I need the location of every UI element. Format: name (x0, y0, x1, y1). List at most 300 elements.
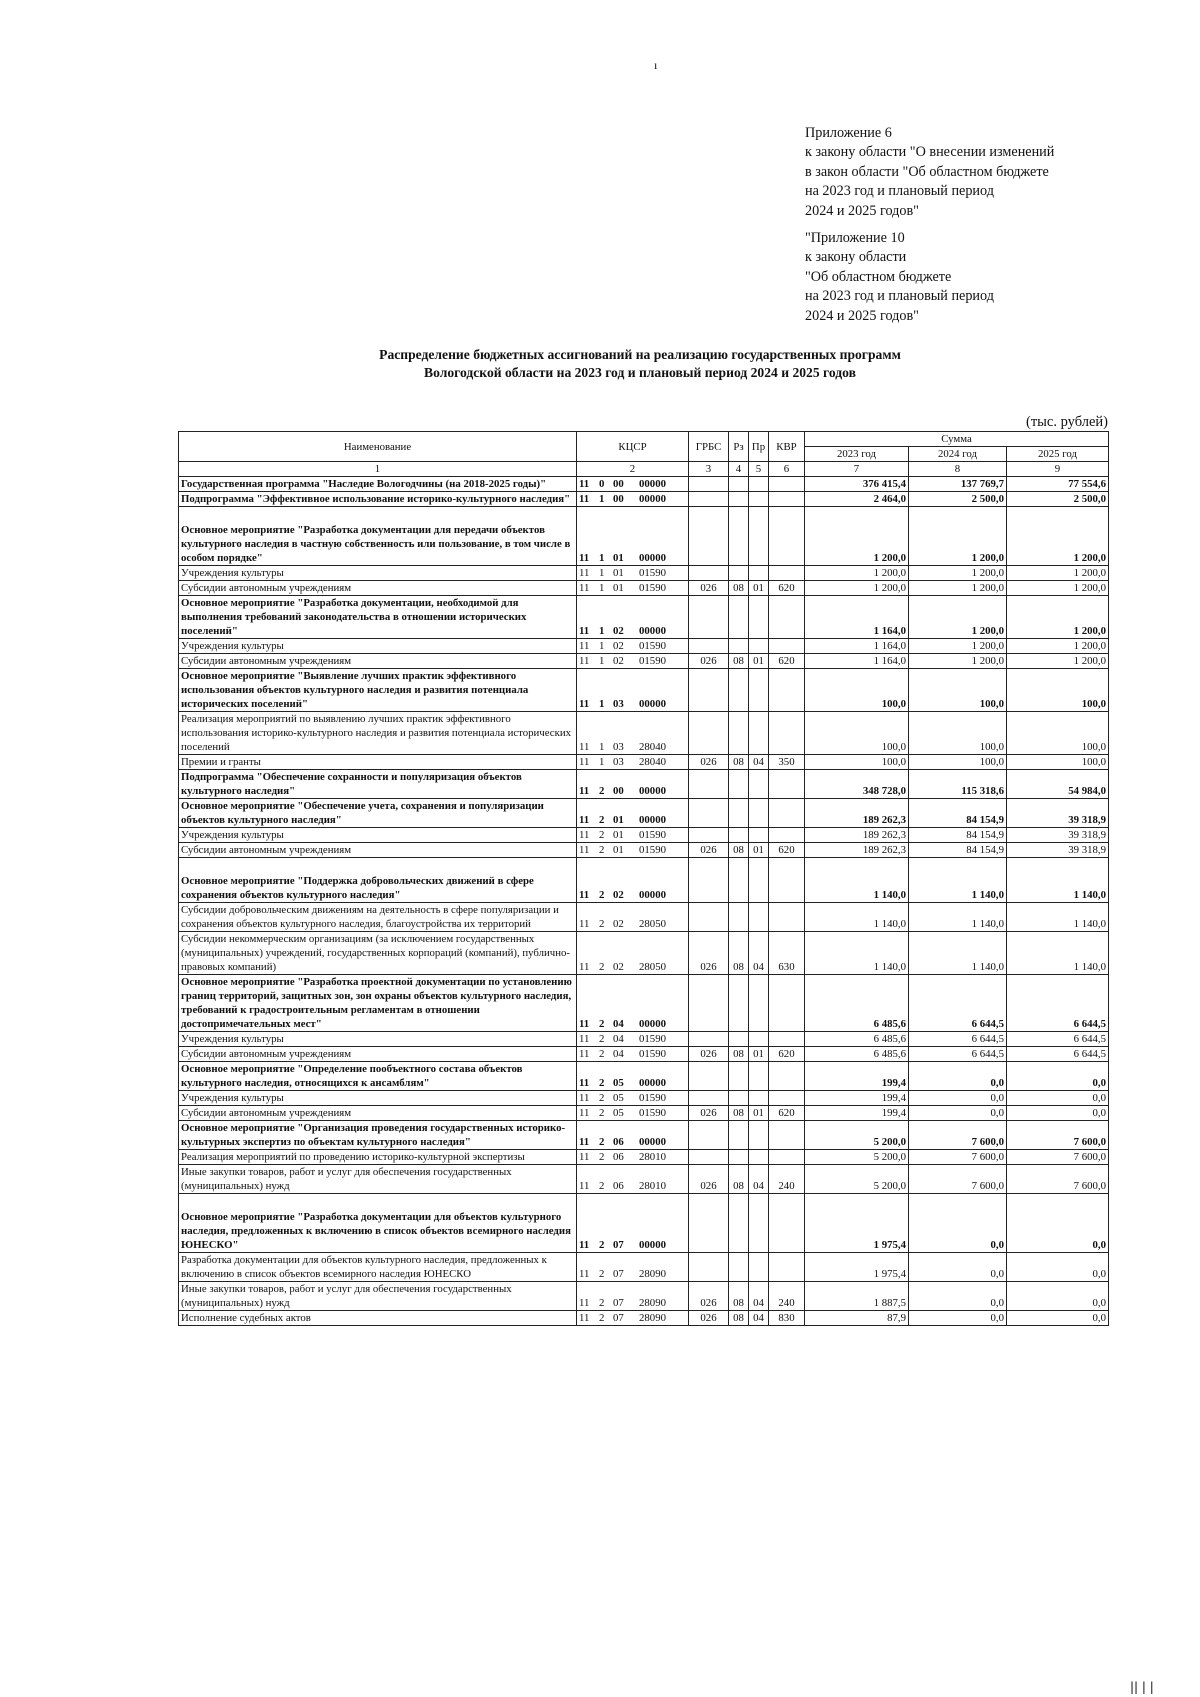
row-kvr: 240 (769, 1282, 805, 1311)
row-sum-2023: 189 262,3 (805, 843, 909, 858)
row-name: Учреждения культуры (179, 639, 577, 654)
kcsr-part: 11 (579, 1151, 590, 1163)
row-rz (729, 712, 749, 755)
row-rz: 08 (729, 932, 749, 975)
row-grbs (689, 1253, 729, 1282)
row-grbs: 026 (689, 1106, 729, 1121)
row-pr (749, 975, 769, 1032)
kcsr-part: 00000 (639, 478, 666, 490)
kcsr-part: 03 (613, 756, 624, 768)
row-kvr: 620 (769, 1047, 805, 1062)
table-row (179, 1047, 1109, 1062)
row-kvr (769, 492, 805, 507)
header-rz: Рз (729, 432, 749, 462)
row-kcsr (577, 799, 689, 828)
kcsr-part: 2 (599, 1180, 605, 1192)
colnum: 4 (729, 462, 749, 477)
row-kvr: 620 (769, 581, 805, 596)
table-row-program (179, 507, 1109, 566)
row-sum-2025: 0,0 (1007, 1106, 1109, 1121)
row-rz: 08 (729, 1282, 749, 1311)
header-kcsr: КЦСР (577, 432, 689, 462)
row-name: Основное мероприятие "Выявление лучших практик эффективного использования объектов культурного наследия и развития потенциала исторических поселений" (179, 669, 577, 712)
row-sum-2023: 100,0 (805, 712, 909, 755)
colnum: 2 (577, 462, 689, 477)
row-sum-2025: 0,0 (1007, 1253, 1109, 1282)
row-kcsr (577, 755, 689, 770)
row-sum-2024: 137 769,7 (909, 477, 1007, 492)
row-name: Учреждения культуры (179, 828, 577, 843)
kcsr-part: 05 (613, 1092, 624, 1104)
kcsr-part: 2 (599, 1033, 605, 1045)
kcsr-part: 01590 (639, 567, 666, 579)
row-grbs (689, 828, 729, 843)
row-sum-2023: 1 200,0 (805, 566, 909, 581)
row-pr: 04 (749, 1165, 769, 1194)
kcsr-part: 07 (613, 1268, 624, 1280)
row-kcsr (577, 654, 689, 669)
row-sum-2025: 39 318,9 (1007, 843, 1109, 858)
kcsr-part: 2 (599, 829, 605, 841)
row-name: Иные закупки товаров, работ и услуг для обеспечения государственных (муниципальных) нужд (179, 1165, 577, 1194)
row-kvr (769, 477, 805, 492)
kcsr-part: 28040 (639, 741, 666, 753)
kcsr-part: 01 (613, 582, 624, 594)
kcsr-part: 1 (599, 698, 605, 710)
row-sum-2024: 7 600,0 (909, 1165, 1007, 1194)
row-sum-2024: 1 140,0 (909, 903, 1007, 932)
kcsr-part: 01 (613, 829, 624, 841)
row-sum-2023: 199,4 (805, 1106, 909, 1121)
kcsr-part: 11 (579, 961, 590, 973)
kcsr-part: 2 (599, 1092, 605, 1104)
kcsr-part: 11 (579, 814, 590, 826)
row-kvr (769, 858, 805, 903)
kcsr-part: 11 (579, 655, 590, 667)
row-pr (749, 712, 769, 755)
kcsr-part: 07 (613, 1312, 624, 1324)
kcsr-part: 05 (613, 1107, 624, 1119)
colnum: 8 (909, 462, 1007, 477)
kcsr-part: 01 (613, 567, 624, 579)
row-kcsr (577, 1150, 689, 1165)
row-rz (729, 903, 749, 932)
table-row-program (179, 799, 1109, 828)
row-sum-2025: 0,0 (1007, 1282, 1109, 1311)
row-rz: 08 (729, 1106, 749, 1121)
row-kcsr (577, 1165, 689, 1194)
row-sum-2024: 1 140,0 (909, 858, 1007, 903)
row-grbs (689, 566, 729, 581)
table-row-program (179, 669, 1109, 712)
kcsr-part: 1 (599, 655, 605, 667)
kcsr-part: 02 (613, 640, 624, 652)
row-rz: 08 (729, 581, 749, 596)
kcsr-part: 07 (613, 1239, 624, 1251)
row-name: Субсидии автономным учреждениям (179, 1047, 577, 1062)
row-sum-2025: 77 554,6 (1007, 477, 1109, 492)
kcsr-part: 00000 (639, 1136, 666, 1148)
row-kvr (769, 828, 805, 843)
row-sum-2025: 6 644,5 (1007, 1032, 1109, 1047)
kcsr-part: 01590 (639, 1033, 666, 1045)
row-sum-2024: 1 200,0 (909, 654, 1007, 669)
row-sum-2023: 1 975,4 (805, 1253, 909, 1282)
row-sum-2024: 84 154,9 (909, 843, 1007, 858)
row-sum-2025: 1 200,0 (1007, 639, 1109, 654)
row-sum-2023: 1 140,0 (805, 932, 909, 975)
row-kvr: 350 (769, 755, 805, 770)
row-kvr: 630 (769, 932, 805, 975)
row-rz (729, 975, 749, 1032)
kcsr-part: 2 (599, 1312, 605, 1324)
row-sum-2024: 6 644,5 (909, 1047, 1007, 1062)
row-sum-2023: 199,4 (805, 1091, 909, 1106)
table-row-program (179, 1121, 1109, 1150)
row-pr (749, 828, 769, 843)
row-sum-2025: 0,0 (1007, 1311, 1109, 1326)
row-pr (749, 903, 769, 932)
row-sum-2024: 0,0 (909, 1282, 1007, 1311)
row-grbs: 026 (689, 843, 729, 858)
table-row-program (179, 1062, 1109, 1091)
table-row (179, 1150, 1109, 1165)
kcsr-part: 00000 (639, 625, 666, 637)
row-sum-2023: 100,0 (805, 755, 909, 770)
header-pr: Пр (749, 432, 769, 462)
kcsr-part: 00000 (639, 1077, 666, 1089)
table-row (179, 1165, 1109, 1194)
row-sum-2024: 100,0 (909, 712, 1007, 755)
row-kvr (769, 903, 805, 932)
header-grbs: ГРБС (689, 432, 729, 462)
row-name: Учреждения культуры (179, 566, 577, 581)
row-sum-2023: 189 262,3 (805, 799, 909, 828)
row-grbs (689, 975, 729, 1032)
colnum: 5 (749, 462, 769, 477)
kcsr-part: 07 (613, 1297, 624, 1309)
row-pr (749, 596, 769, 639)
row-sum-2025: 1 200,0 (1007, 581, 1109, 596)
header-year-2023: 2023 год (805, 447, 909, 462)
row-rz (729, 566, 749, 581)
kcsr-part: 01590 (639, 829, 666, 841)
row-sum-2023: 2 464,0 (805, 492, 909, 507)
kcsr-part: 00000 (639, 889, 666, 901)
row-name: Разработка документации для объектов культурного наследия, предложенных к включению в список объектов всемирного наследия ЮНЕСКО (179, 1253, 577, 1282)
row-rz (729, 770, 749, 799)
row-name: Основное мероприятие "Организация проведения государственных историко-культурных экспертиз по объектам культурного наследия" (179, 1121, 577, 1150)
row-grbs (689, 770, 729, 799)
row-sum-2024: 115 318,6 (909, 770, 1007, 799)
colnum: 6 (769, 462, 805, 477)
row-pr: 04 (749, 1282, 769, 1311)
row-name: Субсидии некоммерческим организациям (за исключением государственных (муниципальных) учреждений, государственных корпораций (компаний), публично-правовых компаний) (179, 932, 577, 975)
table-row (179, 1032, 1109, 1047)
row-pr: 01 (749, 843, 769, 858)
kcsr-part: 11 (579, 1312, 590, 1324)
kcsr-part: 11 (579, 889, 590, 901)
row-sum-2024: 1 200,0 (909, 639, 1007, 654)
row-sum-2025: 1 140,0 (1007, 932, 1109, 975)
row-rz (729, 639, 749, 654)
row-kcsr (577, 477, 689, 492)
row-rz (729, 1121, 749, 1150)
row-sum-2024: 6 644,5 (909, 975, 1007, 1032)
row-pr (749, 1091, 769, 1106)
row-name: Основное мероприятие "Разработка документации для передачи объектов культурного наследия в частную собственность или пользование, в том числе в особом порядке" (179, 507, 577, 566)
kcsr-part: 28090 (639, 1312, 666, 1324)
kcsr-part: 2 (599, 1239, 605, 1251)
row-sum-2023: 348 728,0 (805, 770, 909, 799)
kcsr-part: 11 (579, 478, 590, 490)
row-rz: 08 (729, 843, 749, 858)
row-sum-2025: 2 500,0 (1007, 492, 1109, 507)
row-kcsr (577, 507, 689, 566)
row-grbs: 026 (689, 581, 729, 596)
kcsr-part: 1 (599, 741, 605, 753)
appendix-6-note: Приложение 6 к закону области "О внесении изменений в закон области "Об областном бюджете на 2023 год и плановый период 2024 и 2025 годов" (805, 125, 1055, 219)
row-grbs (689, 858, 729, 903)
row-pr (749, 1032, 769, 1047)
row-sum-2023: 6 485,6 (805, 1032, 909, 1047)
header-year-2024: 2024 год (909, 447, 1007, 462)
kcsr-part: 1 (599, 493, 605, 505)
row-rz (729, 1032, 749, 1047)
kcsr-part: 11 (579, 1268, 590, 1280)
row-grbs (689, 492, 729, 507)
row-name: Субсидии автономным учреждениям (179, 843, 577, 858)
row-grbs (689, 1032, 729, 1047)
row-kcsr (577, 1062, 689, 1091)
row-sum-2023: 5 200,0 (805, 1165, 909, 1194)
header-kvr: КВР (769, 432, 805, 462)
kcsr-part: 03 (613, 741, 624, 753)
row-grbs (689, 477, 729, 492)
row-grbs (689, 903, 729, 932)
row-name: Субсидии автономным учреждениям (179, 1106, 577, 1121)
row-grbs (689, 1194, 729, 1253)
row-rz (729, 507, 749, 566)
kcsr-part: 11 (579, 1018, 590, 1030)
kcsr-part: 01590 (639, 640, 666, 652)
row-grbs: 026 (689, 932, 729, 975)
kcsr-part: 00000 (639, 814, 666, 826)
kcsr-part: 02 (613, 918, 624, 930)
row-kvr: 620 (769, 1106, 805, 1121)
table-row-program (179, 770, 1109, 799)
row-kvr (769, 1194, 805, 1253)
kcsr-part: 2 (599, 1018, 605, 1030)
kcsr-part: 11 (579, 640, 590, 652)
row-sum-2025: 39 318,9 (1007, 828, 1109, 843)
row-sum-2024: 0,0 (909, 1091, 1007, 1106)
row-sum-2024: 100,0 (909, 669, 1007, 712)
kcsr-part: 1 (599, 640, 605, 652)
row-grbs: 026 (689, 1047, 729, 1062)
kcsr-part: 11 (579, 1136, 590, 1148)
row-name: Учреждения культуры (179, 1091, 577, 1106)
kcsr-part: 11 (579, 698, 590, 710)
row-grbs: 026 (689, 654, 729, 669)
row-sum-2024: 2 500,0 (909, 492, 1007, 507)
row-kcsr (577, 1047, 689, 1062)
kcsr-part: 2 (599, 961, 605, 973)
kcsr-part: 11 (579, 1033, 590, 1045)
row-rz (729, 492, 749, 507)
kcsr-part: 1 (599, 552, 605, 564)
colnum: 9 (1007, 462, 1109, 477)
row-grbs (689, 799, 729, 828)
row-name: Субсидии добровольческим движениям на деятельность в сфере популяризации и сохранения объектов культурного наследия, благоустройства их территорий (179, 903, 577, 932)
table-row-program (179, 596, 1109, 639)
table-row-program (179, 1194, 1109, 1253)
kcsr-part: 0 (599, 478, 605, 490)
kcsr-part: 11 (579, 1092, 590, 1104)
appendix-10-note: "Приложение 10 к закону области "Об областном бюджете на 2023 год и плановый период 2024 и 2025 годов" (805, 230, 994, 324)
row-sum-2024: 0,0 (909, 1253, 1007, 1282)
row-pr (749, 639, 769, 654)
row-rz (729, 1194, 749, 1253)
kcsr-part: 01590 (639, 1107, 666, 1119)
row-kcsr (577, 566, 689, 581)
row-kvr (769, 639, 805, 654)
kcsr-part: 01 (613, 552, 624, 564)
table-row (179, 932, 1109, 975)
row-pr (749, 770, 769, 799)
row-kcsr (577, 828, 689, 843)
table-row (179, 712, 1109, 755)
row-kcsr (577, 975, 689, 1032)
row-rz (729, 477, 749, 492)
kcsr-part: 11 (579, 785, 590, 797)
row-rz (729, 1150, 749, 1165)
table-row (179, 843, 1109, 858)
row-sum-2025: 6 644,5 (1007, 1047, 1109, 1062)
table-row-program (179, 492, 1109, 507)
row-sum-2024: 1 200,0 (909, 566, 1007, 581)
kcsr-part: 04 (613, 1018, 624, 1030)
colnum: 3 (689, 462, 729, 477)
kcsr-part: 11 (579, 1107, 590, 1119)
row-sum-2023: 6 485,6 (805, 975, 909, 1032)
row-sum-2025: 1 200,0 (1007, 596, 1109, 639)
row-kcsr (577, 492, 689, 507)
row-kvr (769, 975, 805, 1032)
row-sum-2023: 6 485,6 (805, 1047, 909, 1062)
row-sum-2025: 1 200,0 (1007, 507, 1109, 566)
row-pr (749, 858, 769, 903)
scan-corner-marks: || | | (1130, 1680, 1154, 1694)
table-row (179, 654, 1109, 669)
row-name: Основное мероприятие "Определение пообъектного состава объектов культурного наследия, относящихся к ансамблям" (179, 1062, 577, 1091)
table-row-program (179, 858, 1109, 903)
kcsr-part: 00 (613, 493, 624, 505)
row-sum-2024: 84 154,9 (909, 828, 1007, 843)
kcsr-part: 2 (599, 918, 605, 930)
header-sum: Сумма (805, 432, 1109, 447)
row-sum-2024: 1 200,0 (909, 596, 1007, 639)
kcsr-part: 2 (599, 889, 605, 901)
kcsr-part: 11 (579, 1048, 590, 1060)
table-row (179, 639, 1109, 654)
colnum: 1 (179, 462, 577, 477)
kcsr-part: 11 (579, 567, 590, 579)
kcsr-part: 11 (579, 1239, 590, 1251)
kcsr-part: 00000 (639, 698, 666, 710)
kcsr-part: 05 (613, 1077, 624, 1089)
row-kvr (769, 507, 805, 566)
kcsr-part: 01 (613, 844, 624, 856)
row-sum-2024: 1 200,0 (909, 507, 1007, 566)
kcsr-part: 2 (599, 1151, 605, 1163)
kcsr-part: 2 (599, 1136, 605, 1148)
kcsr-part: 2 (599, 814, 605, 826)
row-pr (749, 492, 769, 507)
kcsr-part: 28010 (639, 1151, 666, 1163)
row-kcsr (577, 1106, 689, 1121)
table-row-program (179, 477, 1109, 492)
row-grbs (689, 507, 729, 566)
document-title: Распределение бюджетных ассигнований на реализацию государственных программ Вологодской области на 2023 год и плановый период 2024 и 2025 годов (379, 347, 901, 380)
kcsr-part: 1 (599, 625, 605, 637)
kcsr-part: 01590 (639, 1092, 666, 1104)
row-sum-2023: 1 164,0 (805, 596, 909, 639)
row-rz: 08 (729, 1047, 749, 1062)
row-rz: 08 (729, 654, 749, 669)
row-kcsr (577, 581, 689, 596)
row-grbs (689, 1121, 729, 1150)
row-sum-2024: 0,0 (909, 1194, 1007, 1253)
table-row (179, 755, 1109, 770)
row-grbs: 026 (689, 755, 729, 770)
kcsr-part: 1 (599, 567, 605, 579)
row-sum-2023: 1 200,0 (805, 507, 909, 566)
row-grbs: 026 (689, 1165, 729, 1194)
table-row (179, 1311, 1109, 1326)
table-row (179, 566, 1109, 581)
kcsr-part: 01 (613, 814, 624, 826)
row-kvr (769, 596, 805, 639)
row-sum-2025: 7 600,0 (1007, 1165, 1109, 1194)
row-sum-2024: 100,0 (909, 755, 1007, 770)
row-name: Государственная программа "Наследие Вологодчины (на 2018-2025 годы)" (179, 477, 577, 492)
kcsr-part: 01590 (639, 582, 666, 594)
row-sum-2024: 0,0 (909, 1311, 1007, 1326)
row-kvr (769, 799, 805, 828)
kcsr-part: 00000 (639, 785, 666, 797)
row-kcsr (577, 1032, 689, 1047)
row-grbs (689, 596, 729, 639)
kcsr-part: 2 (599, 785, 605, 797)
row-sum-2023: 1 975,4 (805, 1194, 909, 1253)
row-sum-2023: 199,4 (805, 1062, 909, 1091)
row-pr (749, 669, 769, 712)
row-sum-2025: 1 140,0 (1007, 858, 1109, 903)
row-pr: 01 (749, 581, 769, 596)
row-sum-2024: 1 200,0 (909, 581, 1007, 596)
row-pr: 04 (749, 755, 769, 770)
kcsr-part: 11 (579, 625, 590, 637)
row-sum-2023: 5 200,0 (805, 1150, 909, 1165)
header-year-2025: 2025 год (1007, 447, 1109, 462)
row-kcsr (577, 1282, 689, 1311)
kcsr-part: 06 (613, 1180, 624, 1192)
table-row (179, 1106, 1109, 1121)
row-sum-2025: 100,0 (1007, 669, 1109, 712)
kcsr-part: 00000 (639, 1239, 666, 1251)
row-rz (729, 828, 749, 843)
